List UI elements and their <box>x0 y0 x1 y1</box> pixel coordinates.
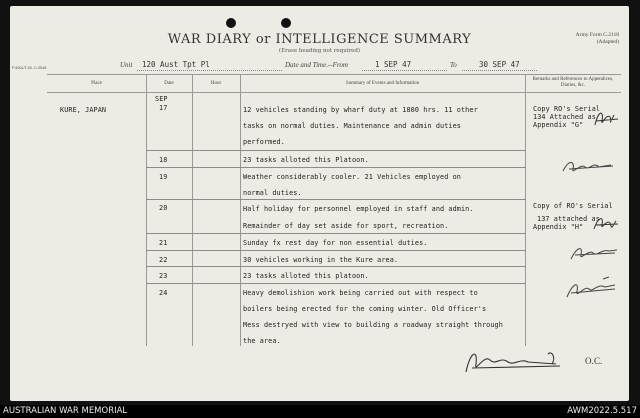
col-header-remarks: Remarks and References to Appendices, Diaries, &c. <box>532 77 614 88</box>
date-19: 19 <box>159 173 168 181</box>
remark-line: Appendix "H" <box>533 223 584 231</box>
footer-institution: AUSTRALIAN WAR MEMORIAL <box>3 406 128 416</box>
footer-accession: AWM2022.5.517 <box>567 406 637 416</box>
date-22: 22 <box>159 256 168 264</box>
form-subtitle: (Erase heading not required) <box>278 48 361 54</box>
col-header-hour: Hour <box>210 81 222 86</box>
summary-line: boilers being erected for the coming winter. Old Officer's <box>243 305 487 313</box>
diary-table <box>47 74 621 346</box>
row-separator <box>146 199 526 200</box>
summary-line: Mess destryed with view to building a roadway straight through <box>243 321 503 329</box>
to-value: 30 SEP 47 <box>479 60 520 69</box>
summary-line: Heavy demolishion work being carried out with respect to <box>243 289 478 297</box>
place-kure: KURE, JAPAN <box>60 106 107 114</box>
header-divider <box>47 92 621 93</box>
remark-line: 137 attached as <box>537 215 600 223</box>
form-title: WAR DIARY or INTELLIGENCE SUMMARY <box>167 32 472 47</box>
from-value: 1 SEP 47 <box>375 60 412 69</box>
column-divider <box>525 75 526 346</box>
to-dotline <box>462 70 537 71</box>
remark-line: Appendix "G" <box>533 121 584 129</box>
initials-signature <box>563 275 619 307</box>
initials-signature <box>559 157 617 177</box>
summary-line: 30 vehicles working in the Kure area. <box>243 256 399 264</box>
date-23: 23 <box>159 272 168 280</box>
date-18: 18 <box>159 156 168 164</box>
row-separator <box>146 266 526 267</box>
date-17: 17 <box>159 104 168 112</box>
initials-signature <box>592 107 620 131</box>
month-label: SEP <box>155 95 168 103</box>
row-separator <box>146 150 526 151</box>
footer-bar <box>0 405 640 418</box>
remark-line: Copy of RO's Serial <box>533 202 613 210</box>
col-header-place: Place <box>91 81 102 86</box>
summary-line: Weather considerably cooler. 21 Vehicles employed on <box>243 173 461 181</box>
remark-line: Copy RO's Serial <box>533 105 601 113</box>
initials-signature <box>592 213 620 235</box>
initials-signature <box>567 243 619 265</box>
summary-line: 12 vehicles standing by wharf duty at 1800 hrs. 11 other <box>243 106 478 114</box>
row-separator <box>146 167 526 168</box>
summary-line: Remainder of day set aside for sport, recreation. <box>243 222 449 230</box>
army-form-line: Army Form C.2118 <box>575 32 619 38</box>
unit-dotline <box>137 70 282 71</box>
army-form-adapted: (Adapted) <box>596 39 619 45</box>
col-header-date: Date <box>164 81 174 86</box>
col-header-summary: Summary of Events and Information <box>345 81 420 86</box>
row-separator <box>146 250 526 251</box>
oc-signature <box>460 344 580 378</box>
summary-line: Half holiday for personnel employed in staff and admin. <box>243 205 474 213</box>
column-divider <box>240 75 241 346</box>
print-code: P.4061/T.45.-C.0548 <box>12 66 47 70</box>
summary-line: normal duties. <box>243 189 302 197</box>
unit-value: 120 Aust Tpt Pl <box>142 60 210 69</box>
date-24: 24 <box>159 289 168 297</box>
summary-line: 23 tasks alloted this Platoon. <box>243 156 369 164</box>
unit-label: Unit <box>120 61 133 69</box>
summary-line: tasks on normal duties. Maintenance and admin duties <box>243 122 461 130</box>
remark-line: 134 Attached as <box>533 113 596 121</box>
date-label: Date and Time.--From <box>285 61 348 69</box>
oc-label: O.C. <box>585 356 603 366</box>
row-separator <box>146 283 526 284</box>
summary-line: 23 tasks alloted this platoon. <box>243 272 369 280</box>
punch-hole <box>281 18 291 28</box>
summary-line: the area. <box>243 337 281 345</box>
column-divider <box>192 75 193 346</box>
row-separator <box>146 233 526 234</box>
from-dotline <box>362 70 447 71</box>
diary-sheet <box>10 6 629 401</box>
to-label: To <box>450 61 457 69</box>
column-divider <box>146 75 147 346</box>
summary-line: Sunday fx rest day for non essential duties. <box>243 239 428 247</box>
punch-hole <box>226 18 236 28</box>
summary-line: performed. <box>243 138 285 146</box>
army-form-number <box>576 32 619 46</box>
date-20: 20 <box>159 204 168 212</box>
date-21: 21 <box>159 239 168 247</box>
